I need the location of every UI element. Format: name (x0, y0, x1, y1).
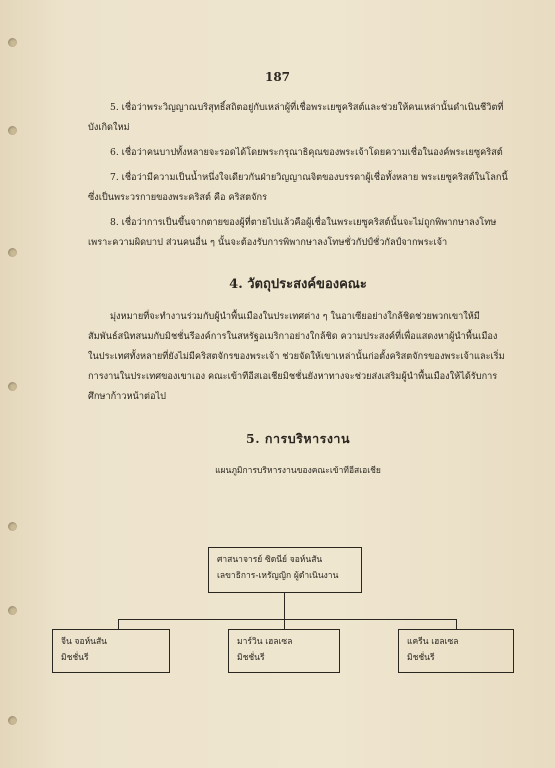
org-chart-title: แผนภูมิการบริหารงานของคณะเข้าทีอีสเอเชีย (215, 466, 381, 476)
connector-line (118, 619, 119, 629)
binder-hole (8, 126, 17, 135)
binder-hole (8, 522, 17, 531)
belief-item-5: 5. เชื่อว่าพระวิญญาณบริสุทธิ์สถิตอยู่กับเหล่าผู้ที่เชื่อพระเยซูคริสต์และช่วยให้คนเหล่านั้นดำเนินชีวิตที่บังเกิดใหม่ (88, 102, 504, 133)
missionary-role: มิชชั่นรี (237, 653, 265, 663)
section-5-heading: 5. การบริหารงาน (246, 431, 350, 446)
belief-item-8: 8. เชื่อว่าการเป็นขึ้นจากตายของผู้ที่ตายไปแล้วคือผู้เชื่อในพระเยซูคริสต์นั้นจะไม่ถูกพิพากษาลงโทษเพราะความผิดบาป ส่วนคนอื่น ๆ นั้นจะต้องรับการพิพากษาลงโทษชั่วกัปป์ชั่วกัลป์จากพระเจ้า (88, 217, 497, 248)
belief-item-7: 7. เชื่อว่ามีความเป็นน้ำหนึ่งใจเดียวกันฝ่ายวิญญาณจิตของบรรดาผู้เชื่อทั้งหลาย พระเยซูคริสต์ในโลกนี้ ซึ่งเป็นพระวรกายของพระคริสต์ คือ คริสตจักร (88, 172, 508, 203)
org-box-missionary-middle (228, 629, 340, 673)
connector-line (456, 619, 457, 629)
connector-line (284, 619, 285, 629)
director-name: ศาสนาจารย์ ซิดนีย์ จอห์นสัน (217, 555, 323, 565)
binder-hole (8, 382, 17, 391)
missionary-role: มิชชั่นรี (61, 653, 89, 663)
org-box-missionary-left (52, 629, 170, 673)
org-box-director (208, 547, 362, 593)
binder-hole (8, 606, 17, 615)
binder-hole (8, 248, 17, 257)
missionary-name: จีน จอห์นสัน (61, 637, 107, 647)
connector-line (284, 593, 285, 619)
page-number: 187 (264, 70, 291, 84)
binder-hole (8, 38, 17, 47)
missionary-name: แครีน เฮลเซล (407, 637, 459, 647)
connector-line (118, 619, 457, 620)
director-role: เลขาธิการ-เหรัญญิก ผู้ดำเนินงาน (217, 571, 339, 581)
section-4-heading: 4. วัตถุประสงค์ของคณะ (229, 277, 367, 292)
belief-item-6: 6. เชื่อว่าคนบาปทั้งหลายจะรอดได้โดยพระกรุณาธิคุณของพระเจ้าโดยความเชื่อในองค์พระเยซูคริสต์ (110, 147, 503, 158)
page-body (88, 98, 508, 481)
missionary-name: มาร์วิน เฮลเซล (237, 637, 293, 647)
org-box-missionary-right (398, 629, 514, 673)
section-4-paragraph: มุ่งหมายที่จะทำงานร่วมกับผู้นำพื้นเมืองในประเทศต่าง ๆ ในอาเซียอย่างใกล้ชิดช่วยพวกเขาให้มีสัมพันธ์สนิทสนมกับมิชชั่นรีองค์การในสหรัฐอเมริกาอย่างใกล้ชิด ความประสงค์ที่เพื่อแสดงหาผู้นำพื้นเมืองในประเทศทั้งหลายที่ยังไม่มีคริสตจักรของพระเจ้า ช่วยจัดให้เขาเหล่านั้นก่อตั้งคริสตจักรของพระเจ้าและเริ่มการงานในประเทศของเขาเอง คณะเข้าทีอีสเอเชียมิชชั่นยังหาทางจะช่วยส่งเสริมผู้นำพื้นเมืองให้ได้รับการศึกษาก้าวหน้าต่อไป (88, 311, 505, 402)
missionary-role: มิชชั่นรี (407, 653, 435, 663)
binder-hole (8, 716, 17, 725)
